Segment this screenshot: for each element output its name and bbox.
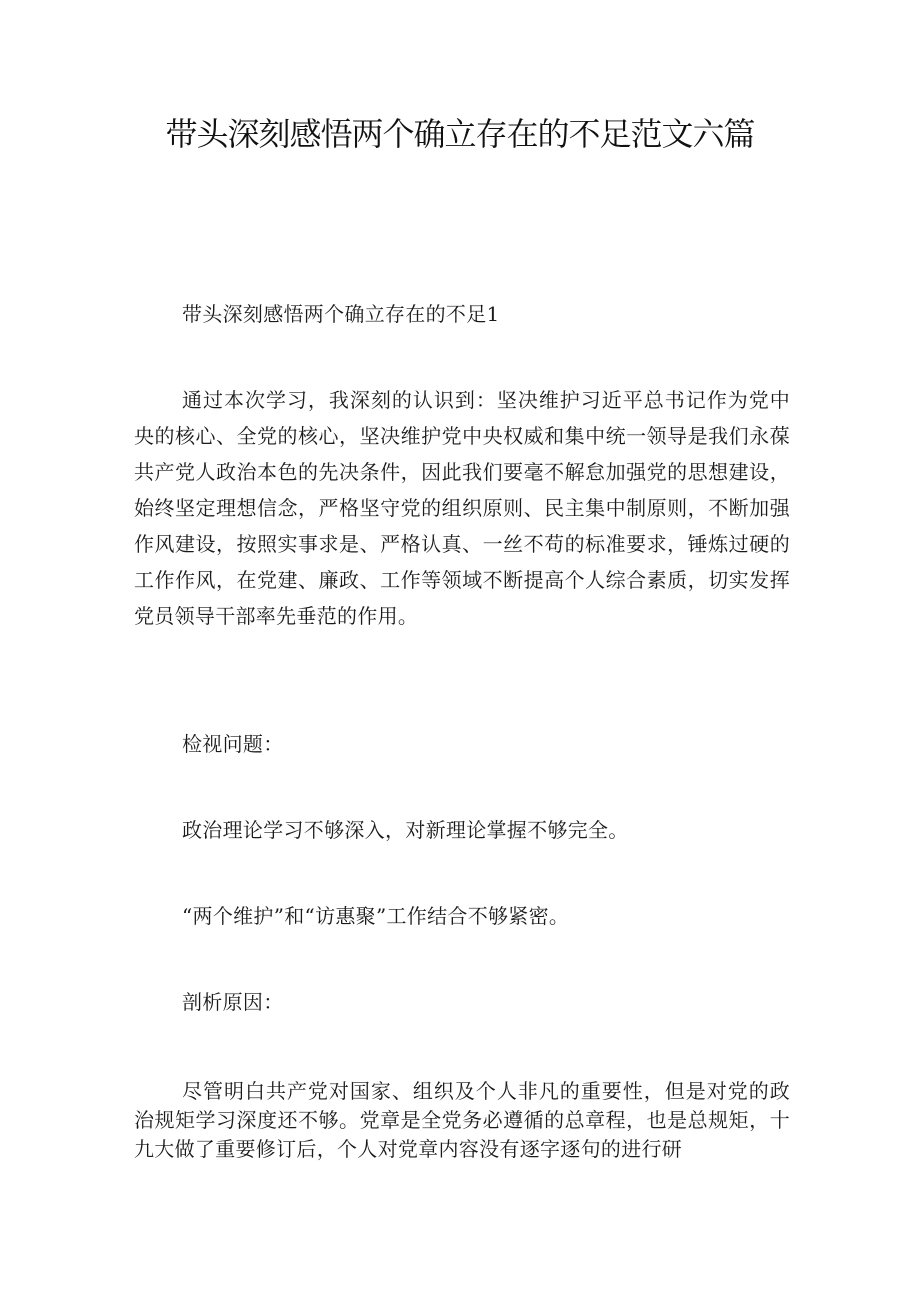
analyze-causes-label: 剖析原因： xyxy=(182,990,284,1014)
analysis-paragraph: 尽管明白共产党对国家、组织及个人非凡的重要性，但是对党的政治规矩学习深度还不够。党章是全党务必遵循的总章程，也是总规矩，十九大做了重要修订后，个人对党章内容没有逐字逐句的进行研 xyxy=(134,1079,790,1161)
issue-item-2: “两个维护”和“访惠聚”工作结合不够紧密。 xyxy=(182,904,570,928)
document-title: 带头深刻感悟两个确立存在的不足范文六篇 xyxy=(165,115,755,153)
section-heading: 带头深刻感悟两个确立存在的不足1 xyxy=(182,302,500,326)
inspect-problems-label: 检视问题： xyxy=(182,732,284,756)
issue-item-1: 政治理论学习不够深入，对新理论掌握不够完全。 xyxy=(182,818,629,842)
intro-paragraph: 通过本次学习，我深刻的认识到：坚决维护习近平总书记作为党中央的核心、全党的核心，坚决维护党中央权威和集中统一领导是我们永葆共产党人政治本色的先决条件，因此我们要毫不解怠加强党的思想建设，始终坚定理想信念，严格坚守党的组织原则、民主集中制原则，不断加强作风建设，按照实事求是、严格认真、一丝不苟的标准要求，锤炼过硬的工作作风，在党建、廉政、工作等领域不断提高个人综合素质，切实发挥党员领导干部率先垂范的作用。 xyxy=(134,388,790,628)
